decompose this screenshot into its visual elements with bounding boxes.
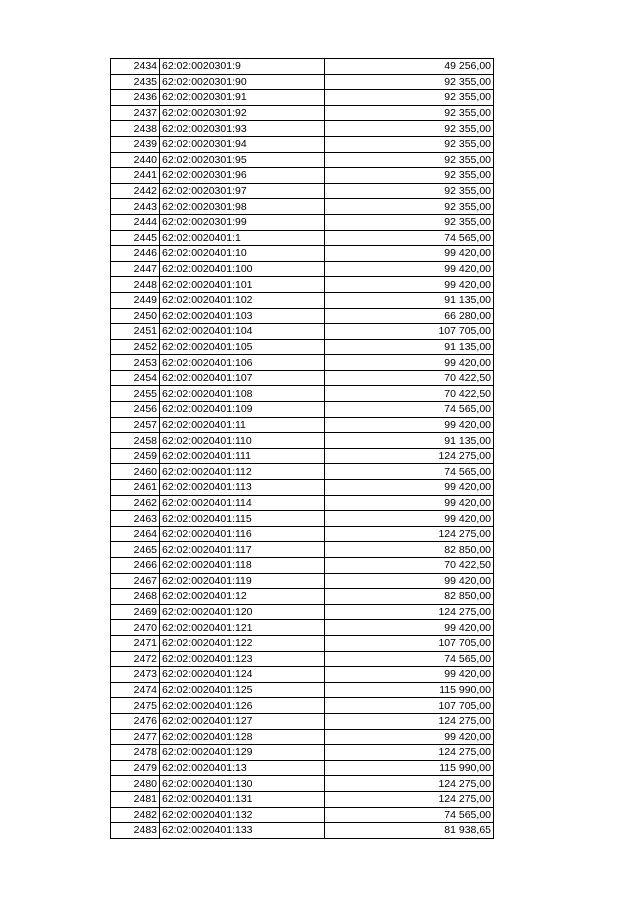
- row-number-cell: 2474: [111, 682, 160, 698]
- table-row: [111, 526, 494, 542]
- row-number-cell: 2465: [111, 542, 160, 558]
- row-number-cell: 2441: [111, 168, 160, 184]
- cadastral-value-cell: 107 705,00: [325, 324, 494, 340]
- cadastral-value-cell: 124 275,00: [325, 776, 494, 792]
- table-row: [111, 417, 494, 433]
- cadastral-number-cell: 62:02:0020401:117: [160, 542, 325, 558]
- cadastral-value-cell: 124 275,00: [325, 745, 494, 761]
- row-number-cell: 2452: [111, 339, 160, 355]
- table-row: [111, 589, 494, 605]
- cadastral-number-cell: 62:02:0020401:125: [160, 682, 325, 698]
- cadastral-number-cell: 62:02:0020401:12: [160, 589, 325, 605]
- cadastral-number-cell: 62:02:0020301:95: [160, 152, 325, 168]
- table-row: [111, 667, 494, 683]
- row-number-cell: 2468: [111, 589, 160, 605]
- row-number-cell: 2476: [111, 713, 160, 729]
- cadastral-number-cell: 62:02:0020301:94: [160, 136, 325, 152]
- cadastral-number-cell: 62:02:0020301:92: [160, 105, 325, 121]
- cadastral-number-cell: 62:02:0020401:115: [160, 511, 325, 527]
- cadastral-number-cell: 62:02:0020401:126: [160, 698, 325, 714]
- row-number-cell: 2436: [111, 90, 160, 106]
- row-number-cell: 2453: [111, 355, 160, 371]
- row-number-cell: 2442: [111, 183, 160, 199]
- cadastral-number-cell: 62:02:0020401:121: [160, 620, 325, 636]
- row-number-cell: 2471: [111, 635, 160, 651]
- cadastral-value-cell: 92 355,00: [325, 74, 494, 90]
- row-number-cell: 2483: [111, 823, 160, 839]
- cadastral-value-cell: 91 135,00: [325, 292, 494, 308]
- cadastral-value-cell: 115 990,00: [325, 760, 494, 776]
- cadastral-value-table: [110, 58, 494, 839]
- table-row: [111, 511, 494, 527]
- row-number-cell: 2467: [111, 573, 160, 589]
- cadastral-value-cell: 92 355,00: [325, 105, 494, 121]
- cadastral-number-cell: 62:02:0020401:129: [160, 745, 325, 761]
- table-row: [111, 59, 494, 75]
- cadastral-number-cell: 62:02:0020401:1: [160, 230, 325, 246]
- row-number-cell: 2440: [111, 152, 160, 168]
- table-row: [111, 620, 494, 636]
- row-number-cell: 2478: [111, 745, 160, 761]
- table-row: [111, 105, 494, 121]
- row-number-cell: 2458: [111, 433, 160, 449]
- cadastral-number-cell: 62:02:0020401:123: [160, 651, 325, 667]
- cadastral-number-cell: 62:02:0020401:133: [160, 823, 325, 839]
- table-row: [111, 230, 494, 246]
- cadastral-value-cell: 99 420,00: [325, 277, 494, 293]
- cadastral-number-cell: 62:02:0020401:101: [160, 277, 325, 293]
- table-row: [111, 651, 494, 667]
- cadastral-value-cell: 82 850,00: [325, 589, 494, 605]
- cadastral-value-cell: 70 422,50: [325, 558, 494, 574]
- table-row: [111, 168, 494, 184]
- row-number-cell: 2449: [111, 292, 160, 308]
- table-row: [111, 386, 494, 402]
- cadastral-value-cell: 66 280,00: [325, 308, 494, 324]
- table-row: [111, 604, 494, 620]
- table-row: [111, 464, 494, 480]
- cadastral-number-cell: 62:02:0020401:127: [160, 713, 325, 729]
- cadastral-number-cell: 62:02:0020401:131: [160, 791, 325, 807]
- row-number-cell: 2444: [111, 214, 160, 230]
- cadastral-number-cell: 62:02:0020301:98: [160, 199, 325, 215]
- row-number-cell: 2460: [111, 464, 160, 480]
- row-number-cell: 2472: [111, 651, 160, 667]
- table-row: [111, 152, 494, 168]
- cadastral-number-cell: 62:02:0020301:96: [160, 168, 325, 184]
- table-row: [111, 355, 494, 371]
- cadastral-value-cell: 99 420,00: [325, 246, 494, 262]
- row-number-cell: 2462: [111, 495, 160, 511]
- cadastral-number-cell: 62:02:0020401:116: [160, 526, 325, 542]
- cadastral-value-cell: 82 850,00: [325, 542, 494, 558]
- cadastral-value-cell: 74 565,00: [325, 651, 494, 667]
- row-number-cell: 2461: [111, 480, 160, 496]
- cadastral-value-cell: 70 422,50: [325, 370, 494, 386]
- table-row: [111, 682, 494, 698]
- table-row: [111, 807, 494, 823]
- cadastral-number-cell: 62:02:0020301:90: [160, 74, 325, 90]
- table-row: [111, 635, 494, 651]
- cadastral-number-cell: 62:02:0020301:97: [160, 183, 325, 199]
- cadastral-number-cell: 62:02:0020301:99: [160, 214, 325, 230]
- row-number-cell: 2473: [111, 667, 160, 683]
- cadastral-value-cell: 115 990,00: [325, 682, 494, 698]
- row-number-cell: 2443: [111, 199, 160, 215]
- table-row: [111, 90, 494, 106]
- row-number-cell: 2456: [111, 402, 160, 418]
- row-number-cell: 2451: [111, 324, 160, 340]
- cadastral-number-cell: 62:02:0020301:9: [160, 59, 325, 75]
- table-row: [111, 480, 494, 496]
- cadastral-value-cell: 99 420,00: [325, 620, 494, 636]
- table-row: [111, 370, 494, 386]
- cadastral-number-cell: 62:02:0020401:104: [160, 324, 325, 340]
- table-row: [111, 339, 494, 355]
- row-number-cell: 2470: [111, 620, 160, 636]
- table-row: [111, 136, 494, 152]
- table-row: [111, 261, 494, 277]
- table-row: [111, 573, 494, 589]
- row-number-cell: 2482: [111, 807, 160, 823]
- cadastral-value-cell: 99 420,00: [325, 511, 494, 527]
- table-row: [111, 324, 494, 340]
- row-number-cell: 2480: [111, 776, 160, 792]
- row-number-cell: 2447: [111, 261, 160, 277]
- table-row: [111, 495, 494, 511]
- cadastral-value-cell: 74 565,00: [325, 230, 494, 246]
- row-number-cell: 2481: [111, 791, 160, 807]
- cadastral-value-cell: 74 565,00: [325, 402, 494, 418]
- row-number-cell: 2437: [111, 105, 160, 121]
- cadastral-value-cell: 99 420,00: [325, 667, 494, 683]
- cadastral-value-cell: 92 355,00: [325, 90, 494, 106]
- cadastral-number-cell: 62:02:0020401:120: [160, 604, 325, 620]
- cadastral-number-cell: 62:02:0020401:103: [160, 308, 325, 324]
- cadastral-value-cell: 99 420,00: [325, 480, 494, 496]
- cadastral-value-cell: 49 256,00: [325, 59, 494, 75]
- table-row: [111, 214, 494, 230]
- table-row: [111, 729, 494, 745]
- row-number-cell: 2479: [111, 760, 160, 776]
- cadastral-number-cell: 62:02:0020401:111: [160, 448, 325, 464]
- row-number-cell: 2459: [111, 448, 160, 464]
- table-row: [111, 183, 494, 199]
- table-row: [111, 823, 494, 839]
- row-number-cell: 2464: [111, 526, 160, 542]
- cadastral-value-cell: 99 420,00: [325, 417, 494, 433]
- cadastral-value-cell: 124 275,00: [325, 604, 494, 620]
- cadastral-number-cell: 62:02:0020401:119: [160, 573, 325, 589]
- row-number-cell: 2435: [111, 74, 160, 90]
- cadastral-value-cell: 92 355,00: [325, 152, 494, 168]
- cadastral-value-cell: 124 275,00: [325, 713, 494, 729]
- cadastral-number-cell: 62:02:0020401:106: [160, 355, 325, 371]
- cadastral-value-cell: 92 355,00: [325, 199, 494, 215]
- table-row: [111, 558, 494, 574]
- cadastral-value-cell: 92 355,00: [325, 168, 494, 184]
- cadastral-number-cell: 62:02:0020401:13: [160, 760, 325, 776]
- cadastral-value-cell: 99 420,00: [325, 355, 494, 371]
- table-body: [111, 59, 494, 839]
- row-number-cell: 2455: [111, 386, 160, 402]
- table-row: [111, 433, 494, 449]
- cadastral-value-cell: 91 135,00: [325, 339, 494, 355]
- cadastral-number-cell: 62:02:0020301:91: [160, 90, 325, 106]
- cadastral-value-cell: 99 420,00: [325, 573, 494, 589]
- row-number-cell: 2477: [111, 729, 160, 745]
- row-number-cell: 2457: [111, 417, 160, 433]
- cadastral-value-cell: 124 275,00: [325, 448, 494, 464]
- table-row: [111, 542, 494, 558]
- cadastral-value-cell: 81 938,65: [325, 823, 494, 839]
- cadastral-value-cell: 74 565,00: [325, 807, 494, 823]
- table-row: [111, 74, 494, 90]
- row-number-cell: 2450: [111, 308, 160, 324]
- cadastral-number-cell: 62:02:0020401:132: [160, 807, 325, 823]
- table-row: [111, 776, 494, 792]
- cadastral-value-cell: 99 420,00: [325, 261, 494, 277]
- table-row: [111, 760, 494, 776]
- table-row: [111, 199, 494, 215]
- table-row: [111, 713, 494, 729]
- cadastral-value-cell: 91 135,00: [325, 433, 494, 449]
- cadastral-number-cell: 62:02:0020401:122: [160, 635, 325, 651]
- cadastral-value-cell: 99 420,00: [325, 495, 494, 511]
- cadastral-number-cell: 62:02:0020401:108: [160, 386, 325, 402]
- table-row: [111, 246, 494, 262]
- cadastral-number-cell: 62:02:0020401:114: [160, 495, 325, 511]
- row-number-cell: 2438: [111, 121, 160, 137]
- row-number-cell: 2475: [111, 698, 160, 714]
- cadastral-number-cell: 62:02:0020401:109: [160, 402, 325, 418]
- table-row: [111, 292, 494, 308]
- cadastral-value-cell: 92 355,00: [325, 183, 494, 199]
- cadastral-number-cell: 62:02:0020301:93: [160, 121, 325, 137]
- table-row: [111, 745, 494, 761]
- row-number-cell: 2448: [111, 277, 160, 293]
- table-row: [111, 791, 494, 807]
- table-row: [111, 448, 494, 464]
- cadastral-value-cell: 99 420,00: [325, 729, 494, 745]
- cadastral-value-cell: 92 355,00: [325, 214, 494, 230]
- row-number-cell: 2466: [111, 558, 160, 574]
- table-row: [111, 402, 494, 418]
- cadastral-value-cell: 124 275,00: [325, 791, 494, 807]
- cadastral-number-cell: 62:02:0020401:112: [160, 464, 325, 480]
- table-row: [111, 698, 494, 714]
- row-number-cell: 2439: [111, 136, 160, 152]
- table-row: [111, 121, 494, 137]
- cadastral-number-cell: 62:02:0020401:102: [160, 292, 325, 308]
- row-number-cell: 2434: [111, 59, 160, 75]
- cadastral-value-cell: 92 355,00: [325, 136, 494, 152]
- row-number-cell: 2469: [111, 604, 160, 620]
- cadastral-number-cell: 62:02:0020401:130: [160, 776, 325, 792]
- row-number-cell: 2454: [111, 370, 160, 386]
- cadastral-value-cell: 124 275,00: [325, 526, 494, 542]
- cadastral-number-cell: 62:02:0020401:113: [160, 480, 325, 496]
- cadastral-number-cell: 62:02:0020401:118: [160, 558, 325, 574]
- cadastral-number-cell: 62:02:0020401:11: [160, 417, 325, 433]
- cadastral-value-cell: 107 705,00: [325, 698, 494, 714]
- cadastral-number-cell: 62:02:0020401:100: [160, 261, 325, 277]
- cadastral-value-cell: 70 422,50: [325, 386, 494, 402]
- cadastral-number-cell: 62:02:0020401:124: [160, 667, 325, 683]
- cadastral-number-cell: 62:02:0020401:110: [160, 433, 325, 449]
- cadastral-number-cell: 62:02:0020401:105: [160, 339, 325, 355]
- row-number-cell: 2463: [111, 511, 160, 527]
- row-number-cell: 2446: [111, 246, 160, 262]
- cadastral-number-cell: 62:02:0020401:128: [160, 729, 325, 745]
- row-number-cell: 2445: [111, 230, 160, 246]
- cadastral-number-cell: 62:02:0020401:107: [160, 370, 325, 386]
- cadastral-value-cell: 74 565,00: [325, 464, 494, 480]
- cadastral-number-cell: 62:02:0020401:10: [160, 246, 325, 262]
- table-row: [111, 308, 494, 324]
- cadastral-value-cell: 92 355,00: [325, 121, 494, 137]
- cadastral-value-cell: 107 705,00: [325, 635, 494, 651]
- table-row: [111, 277, 494, 293]
